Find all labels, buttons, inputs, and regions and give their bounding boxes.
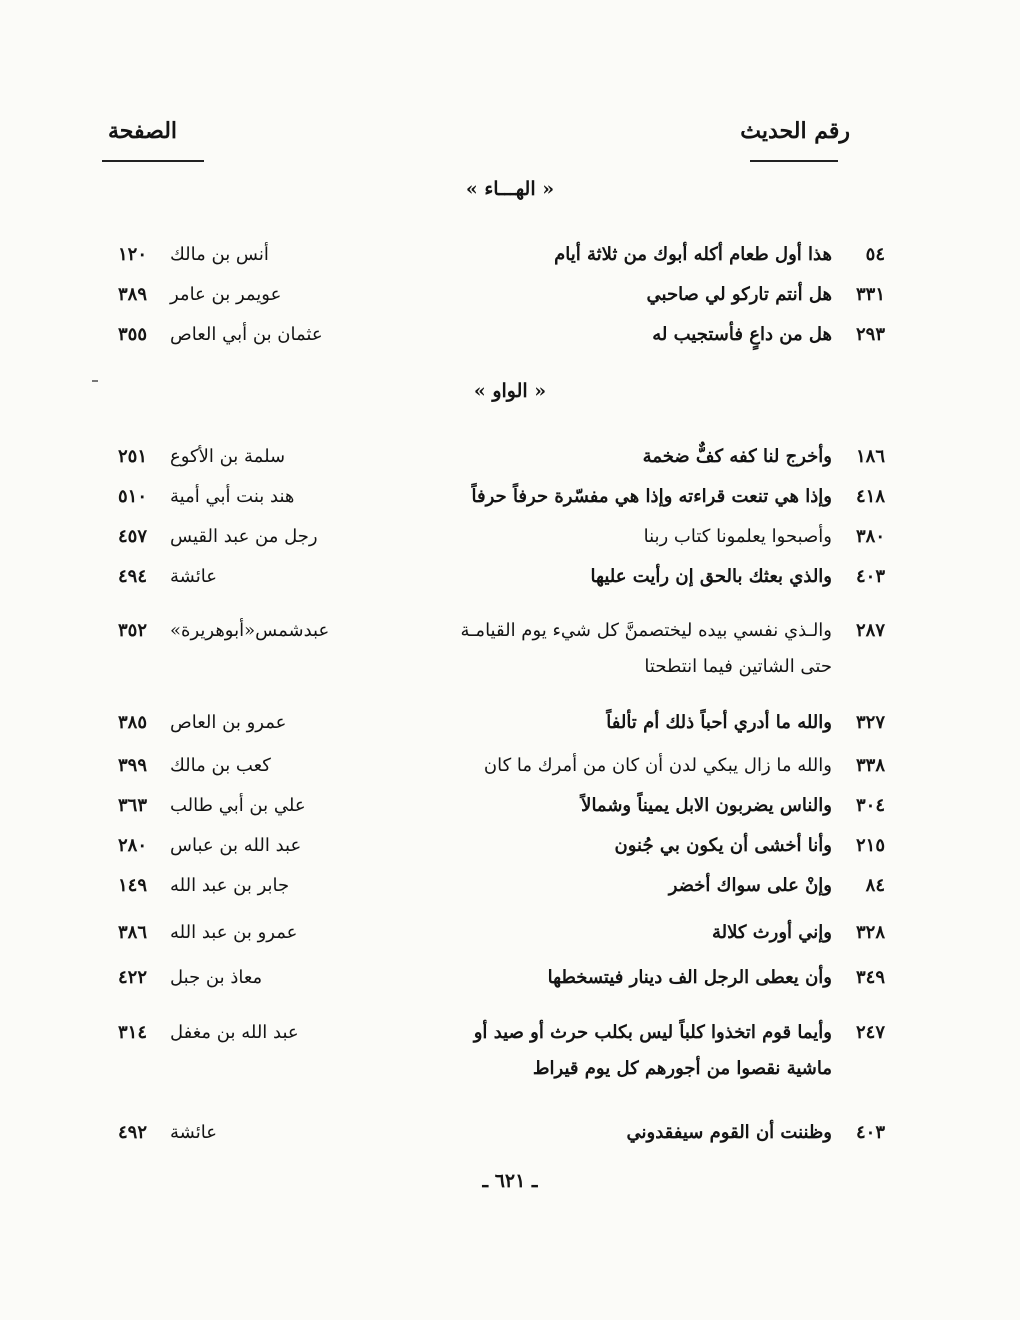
hadith-number: ٣٨٠: [855, 526, 885, 547]
table-row: [0, 795, 1020, 835]
table-row: [0, 1022, 1020, 1098]
table-row: [0, 875, 1020, 915]
hadith-text: والله ما أدري أحباً ذلك أم تألفاً: [606, 712, 832, 733]
hadith-text: هذا أول طعام أكله أبوك من ثلاثة أيام: [554, 244, 832, 265]
hadith-number: ١٨٦: [855, 446, 885, 467]
narrator-name: عبدشمس«أبوهريرة»: [170, 620, 330, 641]
narrator-name: سلمة بن الأكوع: [170, 446, 286, 467]
page-reference: ٢٨٠: [118, 835, 148, 856]
page-reference: ٣٨٦: [118, 922, 148, 943]
table-row: [0, 526, 1020, 566]
hadith-number: ٣٠٤: [855, 795, 885, 816]
page-reference: ٤٥٧: [118, 526, 148, 547]
header-underline-left: [102, 160, 204, 162]
narrator-name: علي بن أبي طالب: [170, 795, 306, 816]
narrator-name: جابر بن عبد الله: [170, 875, 290, 896]
page-reference: ٣٩٩: [118, 755, 148, 776]
hadith-number: ٣٣١: [855, 284, 885, 305]
hadith-text: وإذا هي تنعت قراءته وإذا هي مفسّرة حرفاً حرفاً: [471, 486, 832, 507]
page-reference: ٣٨٥: [118, 712, 148, 733]
hadith-text: وأصبحوا يعلمونا كتاب ربنا: [643, 526, 832, 547]
hadith-number: ٣٢٨: [855, 922, 885, 943]
narrator-name: أنس بن مالك: [170, 244, 269, 265]
page-reference: ٣٥٢: [118, 620, 148, 641]
narrator-name: كعب بن مالك: [170, 755, 271, 776]
hadith-number: ٨٤: [865, 875, 885, 896]
hadith-text: وإني أورث كلالة: [711, 922, 832, 943]
hadith-text: وإنْ على سواك أخضر: [668, 875, 832, 896]
hadith-text: والناس يضربون الابل يميناً وشمالاً: [581, 795, 832, 816]
page-reference: ٤٩٤: [118, 566, 148, 587]
hadith-text: والله ما زال يبكي لدن أن كان من أمرك ما كان: [483, 755, 832, 776]
table-row: [0, 1122, 1020, 1162]
hadith-number: ٤٠٣: [855, 1122, 885, 1143]
narrator-name: عبد الله بن عباس: [170, 835, 302, 856]
hadith-text-continued: ماشية نقصوا من أجورهم كل يوم قيراط: [532, 1058, 832, 1079]
page-reference: ١٢٠: [118, 244, 148, 265]
page-reference: ٥١٠: [118, 486, 148, 507]
narrator-name: عبد الله بن مغفل: [170, 1022, 299, 1043]
narrator-name: عثمان بن أبي العاص: [170, 324, 323, 345]
hadith-number: ٢٨٧: [855, 620, 885, 641]
hadith-number: ٤٠٣: [855, 566, 885, 587]
hadith-text: هل أنتم تاركو لي صاحبي: [646, 284, 832, 305]
header-underline-right: [750, 160, 838, 162]
table-row: [0, 486, 1020, 526]
table-row: [0, 620, 1020, 696]
page-reference: ٣٦٣: [118, 795, 148, 816]
narrator-name: عائشة: [170, 566, 217, 587]
narrator-name: معاذ بن جبل: [170, 967, 263, 988]
hadith-number-header: رقم الحديث: [740, 118, 850, 144]
page-reference: ٣١٤: [118, 1022, 148, 1043]
table-row: [0, 446, 1020, 486]
narrator-name: هند بنت أبي أمية: [170, 486, 295, 507]
hadith-number: ٢٤٧: [855, 1022, 885, 1043]
page-number-header: الصفحة: [108, 118, 178, 144]
hadith-number: ٣٢٧: [855, 712, 885, 733]
table-row: [0, 566, 1020, 606]
page-reference: ٤٩٢: [118, 1122, 148, 1143]
table-row: [0, 835, 1020, 875]
hadith-number: ٥٤: [865, 244, 885, 265]
table-row: [0, 284, 1020, 324]
hadith-text: والـذي نفسي بيده ليختصمنَّ كل شيء يوم القيامـة: [460, 620, 832, 641]
hadith-number: ٣٣٨: [855, 755, 885, 776]
hadith-number: ٢٩٣: [855, 324, 885, 345]
section-title-haa: « الهـــاء »: [465, 178, 555, 200]
page-reference: ٣٥٥: [118, 324, 148, 345]
narrator-name: عمرو بن عبد الله: [170, 922, 298, 943]
page-reference: ٢٥١: [118, 446, 148, 467]
page-reference: ١٤٩: [118, 875, 148, 896]
page-reference: ٣٨٩: [118, 284, 148, 305]
hadith-text: وأنا أخشى أن يكون بي جُنون: [614, 835, 832, 856]
table-row: [0, 967, 1020, 1007]
table-row: [0, 922, 1020, 962]
hadith-number: ٤١٨: [855, 486, 885, 507]
hadith-text-continued: حتى الشاتين فيما انتطحتا: [644, 656, 832, 677]
hadith-text: وأن يعطى الرجل الف دينار فيتسخطها: [547, 967, 832, 988]
table-row: [0, 324, 1020, 364]
table-row: [0, 755, 1020, 795]
narrator-name: عائشة: [170, 1122, 217, 1143]
table-row: [0, 244, 1020, 284]
hadith-text: وأخرج لنا كفه كفٌّ ضخمة: [642, 446, 832, 467]
hadith-number: ٢١٥: [855, 835, 885, 856]
table-row: [0, 712, 1020, 752]
hadith-text: وظننت أن القوم سيفقدوني: [626, 1122, 832, 1143]
narrator-name: رجل من عبد القيس: [170, 526, 318, 547]
narrator-name: عويمر بن عامر: [170, 284, 282, 305]
hadith-text: وأيما قوم اتخذوا كلباً ليس بكلب حرث أو صيد أو: [473, 1022, 832, 1043]
narrator-name: عمرو بن العاص: [170, 712, 287, 733]
page-footer-number: ـ ٦٢١ ـ: [482, 1170, 538, 1192]
hadith-text: والذي بعثك بالحق إن رأيت عليها: [590, 566, 832, 587]
section-title-waw: « الواو »: [473, 380, 547, 402]
hadith-number: ٣٤٩: [855, 967, 885, 988]
hadith-text: هل من داعٍ فأستجيب له: [652, 324, 832, 345]
page-reference: ٤٢٢: [118, 967, 148, 988]
